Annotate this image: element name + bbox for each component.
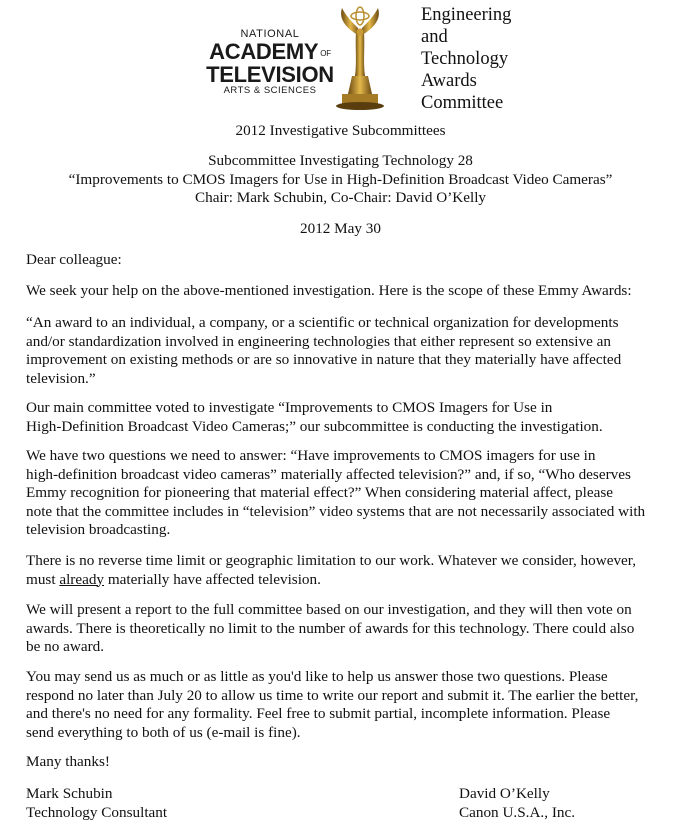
text-line: high-definition broadcast video cameras” materially affected television?” and, if so, “Who deserves (26, 465, 631, 483)
text-segment: materially have affected television. (104, 570, 321, 588)
text-line: We have two questions we need to answer: “Have improvements to CMOS imagers for use in (26, 447, 596, 464)
text-line: note that the committee includes in “television” video systems that are not necessarily associated with (26, 502, 646, 520)
text-line (26, 571, 676, 590)
text-line: and/or standardization involved in engineering technologies that either represent so extensive an (26, 332, 611, 350)
paragraph-scope-intro: We seek your help on the above-mentioned investigation. Here is the scope of these Emmy Awards: (26, 282, 632, 299)
text-line: be no award. (26, 638, 105, 656)
logo-of: OF (320, 48, 331, 58)
text-line: improvement on existing methods or are so innovative in nature that they materially have affected (26, 351, 622, 369)
signature-right (459, 785, 575, 822)
underlined-word: already (59, 570, 105, 588)
signatory-title: Canon U.S.A., Inc. (459, 803, 576, 821)
text-line: There is no reverse time limit or geographic limitation to our work. Whatever we consider, however, (26, 552, 637, 569)
letter-date: 2012 May 30 (300, 220, 381, 237)
paragraph-request (26, 668, 676, 742)
subcommittee-title: Subcommittee Investigating Technology 28 (208, 152, 473, 169)
logo-national: NATIONAL (240, 28, 300, 40)
paragraph-committee-vote (26, 399, 676, 436)
signatory-title: Technology Consultant (26, 803, 168, 821)
paragraph-report (26, 601, 676, 657)
signatory-name: David O’Kelly (459, 785, 550, 802)
text-line: television.” (26, 369, 96, 387)
text-line: send everything to both of us (e-mail is fine). (26, 723, 301, 741)
technology-topic: “Improvements to CMOS Imagers for Use in High-Definition Broadcast Video Cameras” (68, 171, 613, 188)
text-line: Emmy recognition for pioneering that material effect?” When considering material affect, please (26, 484, 614, 502)
signatory-name: Mark Schubin (26, 785, 113, 802)
logo-academy-word: ACADEMY (209, 39, 319, 64)
signature-left (26, 785, 167, 822)
closing: Many thanks! (26, 753, 110, 770)
logo-arts-sciences: ARTS & SCIENCES (223, 84, 317, 96)
paragraph-award-definition (26, 314, 676, 388)
committee-line: Committee (421, 93, 504, 113)
paragraph-questions (26, 447, 676, 540)
committee-line: Technology (421, 49, 509, 69)
emmy-statuette-icon (334, 6, 386, 112)
committee-line: Awards (421, 71, 477, 91)
text-line: awards. There is theoretically no limit to the number of awards for this technology. There could also (26, 619, 635, 637)
text-line: “An award to an individual, a company, or a scientific or technical organization for developments (26, 314, 619, 331)
chairs-line: Chair: Mark Schubin, Co-Chair: David O’Kelly (194, 189, 487, 206)
logo-academy (195, 41, 345, 64)
salutation: Dear colleague: (26, 251, 122, 268)
subcommittees-heading: 2012 Investigative Subcommittees (235, 122, 446, 139)
committee-line: Engineering (421, 5, 512, 25)
text-line: High-Definition Broadcast Video Cameras;” our subcommittee is conducting the investigation. (26, 417, 603, 435)
text-line: and there's no need for any formality. Feel free to submit partial, incomplete information. Please (26, 705, 611, 723)
text-line: We will present a report to the full committee based on our investigation, and they will then vote on (26, 601, 632, 618)
paragraph-time-limit (26, 552, 676, 589)
academy-logo (195, 28, 345, 97)
committee-line: and (421, 27, 448, 47)
text-line: respond no later than July 20 to allow us time to write our report and submit it. The earlier the better, (26, 686, 639, 704)
logo-television: TELEVISION (206, 61, 334, 87)
committee-name (421, 4, 511, 114)
text-segment: must (26, 570, 60, 588)
text-line: Our main committee voted to investigate “Improvements to CMOS Imagers for Use in (26, 399, 553, 416)
text-line: television broadcasting. (26, 521, 171, 539)
text-line: You may send us as much or as little as you'd like to help us answer those two questions. Please (26, 668, 608, 685)
